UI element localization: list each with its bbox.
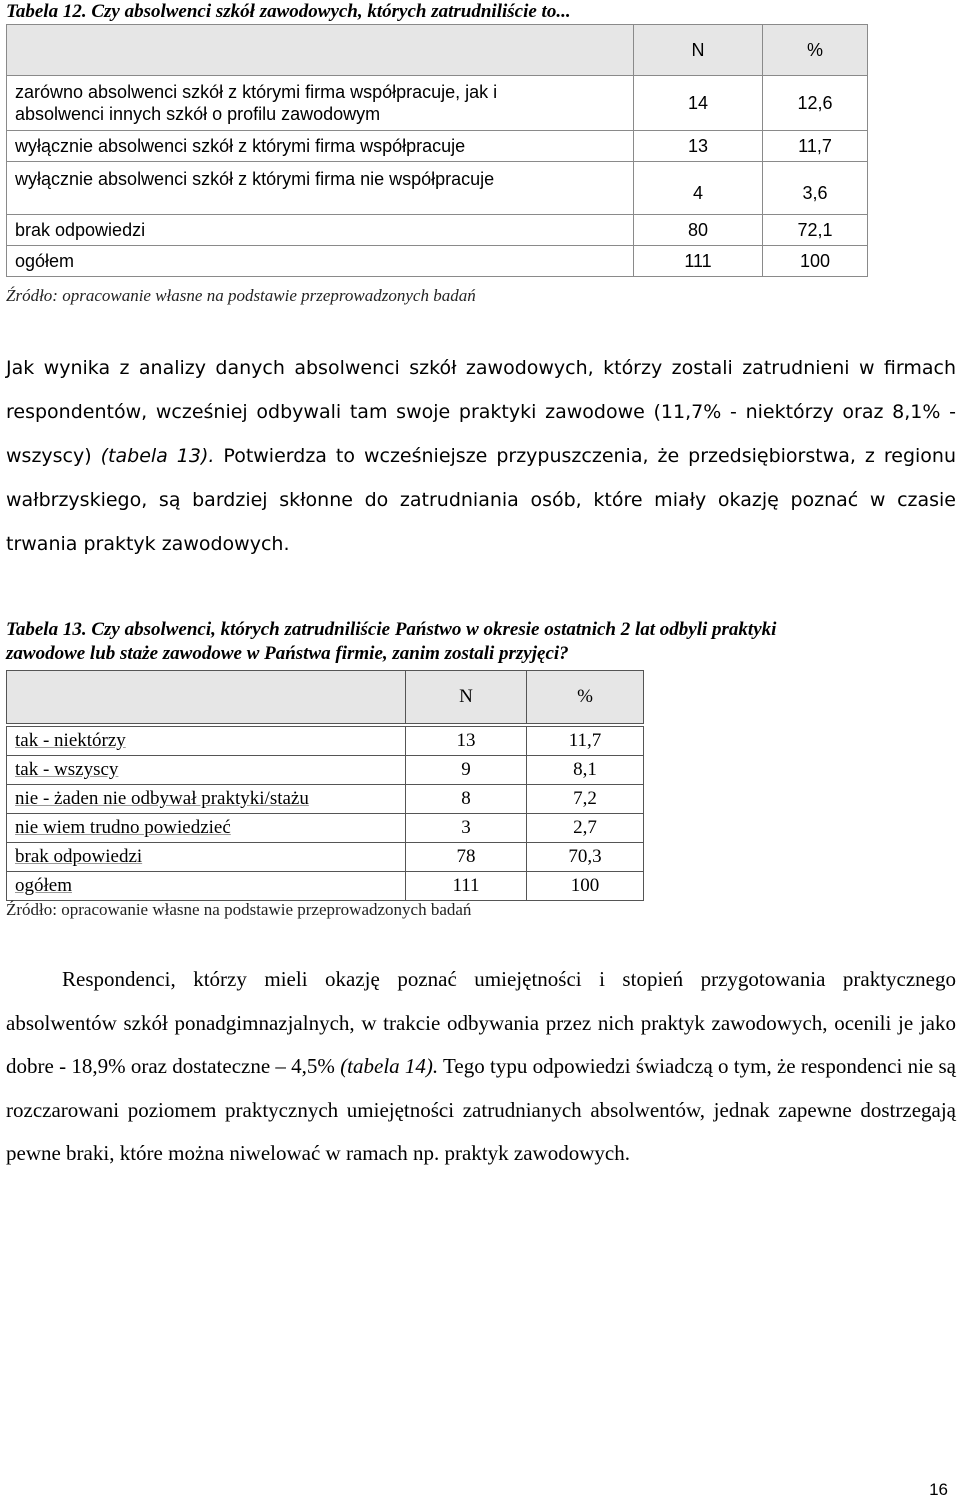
caption-line: zawodowe lub staże zawodowe w Państwa firmie, zanim zostali przyjęci? bbox=[6, 643, 569, 664]
table13-caption bbox=[6, 618, 958, 666]
table12-row-label: wyłącznie absolwenci szkół z którymi firma współpracuje bbox=[7, 131, 634, 162]
table13-header-n: N bbox=[406, 671, 527, 724]
table-row bbox=[7, 162, 868, 215]
table13-row-n: 8 bbox=[406, 785, 527, 814]
table12-row-pct: 100 bbox=[763, 246, 868, 277]
table13-row-pct: 100 bbox=[527, 872, 644, 901]
label-line: absolwenci innych szkół o profilu zawodowym bbox=[15, 104, 381, 124]
table-row bbox=[7, 843, 644, 872]
table13-source: Źródło: opracowanie własne na podstawie przeprowadzonych badań bbox=[6, 900, 472, 919]
table13-row-pct: 11,7 bbox=[527, 727, 644, 756]
page-number: 16 bbox=[929, 1480, 948, 1499]
table-row bbox=[7, 246, 868, 277]
table-row bbox=[7, 727, 644, 756]
table13-header-pct: % bbox=[527, 671, 644, 724]
table13-row-pct: 8,1 bbox=[527, 756, 644, 785]
table12-row-label: wyłącznie absolwenci szkół z którymi firma nie współpracuje bbox=[7, 162, 634, 215]
table13-row-label: nie wiem trudno powiedzieć bbox=[7, 814, 406, 843]
table12-header-n: N bbox=[634, 25, 763, 76]
table12-row-n: 14 bbox=[634, 76, 763, 131]
table13-row-pct: 7,2 bbox=[527, 785, 644, 814]
paragraph-1 bbox=[6, 346, 956, 566]
table12-row-label: ogółem bbox=[7, 246, 634, 277]
table13-row-pct: 70,3 bbox=[527, 843, 644, 872]
table12-row-n: 4 bbox=[634, 162, 763, 215]
table13-row-n: 13 bbox=[406, 727, 527, 756]
table13-header-blank bbox=[7, 671, 406, 724]
table12-row-pct: 3,6 bbox=[763, 162, 868, 215]
label-line: zarówno absolwenci szkół z którymi firma współpracuje, jak i bbox=[15, 82, 498, 102]
table13 bbox=[6, 670, 644, 901]
table-row bbox=[7, 131, 868, 162]
paragraph-text: Respondenci, którzy mieli okazję poznać umiejętności i stopień przygotowania praktycznego absolwentów szkół ponadgimnazjalnych, w trakcie odbywania przez nich praktyk zawodowych, ocenili je jako dobre - 18,9% oraz dostateczne – 4,5% bbox=[6, 967, 956, 1078]
table12-header-pct: % bbox=[763, 25, 868, 76]
table13-header-row bbox=[7, 671, 644, 724]
table13-row-label: brak odpowiedzi bbox=[7, 843, 406, 872]
table13-row-pct: 2,7 bbox=[527, 814, 644, 843]
table-reference: (tabela 13). bbox=[100, 445, 215, 467]
table12 bbox=[6, 24, 868, 277]
table12-row-pct: 11,7 bbox=[763, 131, 868, 162]
table13-row-n: 111 bbox=[406, 872, 527, 901]
table12-row-n: 13 bbox=[634, 131, 763, 162]
paragraph-text: Potwierdza to wcześniejsze przypuszczenia, że przedsiębiorstwa, z regionu wałbrzyskiego, są bardziej skłonne do zatrudniania osób, które miały okazję poznać w czasie trwania praktyk zawodowych. bbox=[6, 445, 956, 555]
paragraph-text: Jak wynika z analizy danych absolwenci szkół zawodowych, którzy zostali zatrudnieni w firmach respondentów, wcześniej odbywali tam swoje praktyki zawodowe (11,7% - niektórzy oraz 8,1% - wszyscy) bbox=[6, 357, 956, 467]
table12-source: Źródło: opracowanie własne na podstawie przeprowadzonych badań bbox=[6, 286, 476, 305]
table-reference: (tabela 14). bbox=[340, 1054, 439, 1078]
table12-row-n: 80 bbox=[634, 215, 763, 246]
table12-row-label: brak odpowiedzi bbox=[7, 215, 634, 246]
table13-row-n: 9 bbox=[406, 756, 527, 785]
paragraph-text: Tego typu odpowiedzi świadczą o tym, że respondenci nie są rozczarowani poziomem praktycznych umiejętności zatrudnianych absolwentów, jednak zapewne dostrzegają pewne braki, które można niwelować w ramach np. praktyk zawodowych. bbox=[6, 1054, 956, 1165]
table-row bbox=[7, 785, 644, 814]
table13-row-n: 3 bbox=[406, 814, 527, 843]
table12-caption: Tabela 12. Czy absolwenci szkół zawodowych, których zatrudniliście to... bbox=[6, 1, 571, 22]
caption-line: Tabela 13. Czy absolwenci, których zatrudniliście Państwo w okresie ostatnich 2 lat odbyli praktyki bbox=[6, 619, 777, 640]
table-row bbox=[7, 756, 644, 785]
table-row bbox=[7, 814, 644, 843]
table-row bbox=[7, 872, 644, 901]
table-row bbox=[7, 215, 868, 246]
table13-row-n: 78 bbox=[406, 843, 527, 872]
table13-row-label: tak - niektórzy bbox=[7, 727, 406, 756]
table13-row-label: nie - żaden nie odbywał praktyki/stażu bbox=[7, 785, 406, 814]
table13-row-label: ogółem bbox=[7, 872, 406, 901]
table12-row-pct: 72,1 bbox=[763, 215, 868, 246]
table-row bbox=[7, 76, 868, 131]
table13-row-label: tak - wszyscy bbox=[7, 756, 406, 785]
table12-header-row bbox=[7, 25, 868, 76]
table12-row-pct: 12,6 bbox=[763, 76, 868, 131]
table12-row-n: 111 bbox=[634, 246, 763, 277]
table12-header-blank bbox=[7, 25, 634, 76]
table12-row-label bbox=[7, 76, 634, 131]
paragraph-2 bbox=[6, 958, 956, 1176]
